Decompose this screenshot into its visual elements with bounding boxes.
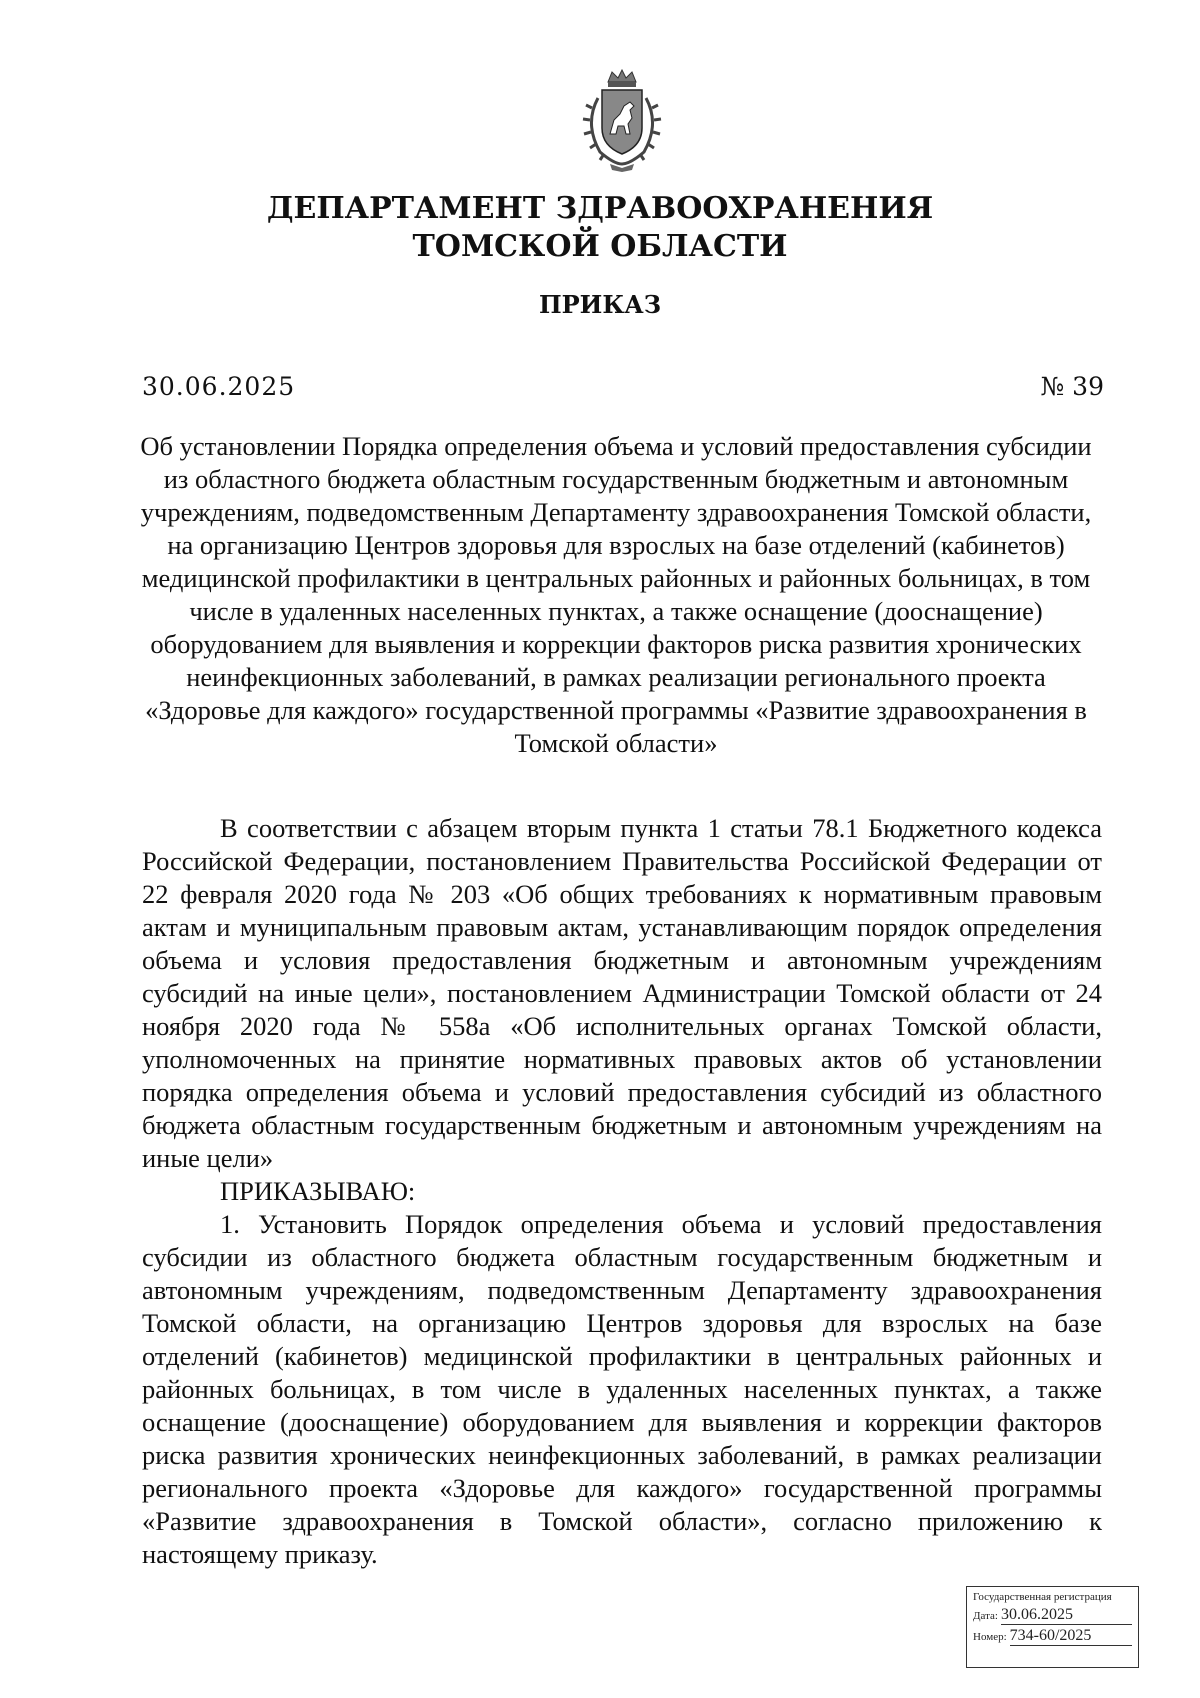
registration-number-label: Номер: (973, 1631, 1007, 1643)
registration-date-row (973, 1606, 1132, 1625)
registration-number-value: 734-60/2025 (1010, 1627, 1132, 1646)
order-item-1: 1. Установить Порядок определения объема и условий предоставления субсидии из областного бюджета областным государственным бюджетным и автономным учреждениям, подведомственным Департаменту здравоохранения Томской области, на организацию Центров здоровья для взрослых на базе отделений (кабинетов) медицинской профилактики в центральных районных и районных больницах, в том числе в удаленных населенных пунктах, а также оснащение (дооснащение) оборудованием для выявления и коррекции факторов риска развития хронических неинфекционных заболеваний, в рамках реализации регионального проекта «Здоровье для каждого» государственной программы «Развитие здравоохранения в Томской области», согласно приложению к настоящему приказу. (142, 1209, 1102, 1569)
order-directive: ПРИКАЗЫВАЮ: (220, 1176, 416, 1206)
organization-name-line2: ТОМСКОЙ ОБЛАСТИ (412, 229, 788, 264)
order-date: 30.06.2025 (142, 372, 296, 401)
coat-of-arms-icon (574, 68, 670, 172)
document-type: ПРИКАЗ (538, 290, 662, 319)
organization-name-line1: ДЕПАРТАМЕНТ ЗДРАВООХРАНЕНИЯ (266, 191, 934, 226)
registration-date-value: 30.06.2025 (1001, 1606, 1132, 1625)
order-number: № 39 (1040, 372, 1104, 401)
registration-stamp (966, 1586, 1139, 1668)
organization-name (0, 190, 1200, 266)
preamble-paragraph: В соответствии с абзацем вторым пункта 1 статьи 78.1 Бюджетного кодекса Российской Федерации, постановлением Правительства Российской Федерации от 22 февраля 2020 года № 203 «Об общих требованиях к нормативным правовым актам и муниципальным правовым актам, устанавливающим порядок определения объема и условия предоставления бюджетным и автономным учреждениям субсидий на иные цели», постановлением Администрации Томской области от 24 ноября 2020 года № 558а «Об исполнительных органах Томской области, уполномоченных на принятие нормативных правовых актов об установлении порядка определения объема и условий предоставления субсидий из областного бюджета областным государственным бюджетным и автономным учреждениям на иные цели» (142, 813, 1102, 1173)
registration-date-label: Дата: (973, 1610, 998, 1622)
registration-heading: Государственная регистрация (973, 1591, 1112, 1603)
registration-number-row (973, 1627, 1132, 1646)
order-title: Об установлении Порядка определения объема и условий предоставления субсидии из областного бюджета областным государственным бюджетным и автономным учреждениям, подведомственным Департаменту здравоохранения Томской области, на организацию Центров здоровья для взрослых на базе отделений (кабинетов) медицинской профилактики в центральных районных и районных больницах, в том числе в удаленных населенных пунктах, а также оснащение (дооснащение) оборудованием для выявления и коррекции факторов риска развития хронических неинфекционных заболеваний, в рамках реализации регионального проекта «Здоровье для каждого» государственной программы «Развитие здравоохранения в Томской области» (140, 431, 1092, 758)
order-body (142, 812, 1102, 1571)
